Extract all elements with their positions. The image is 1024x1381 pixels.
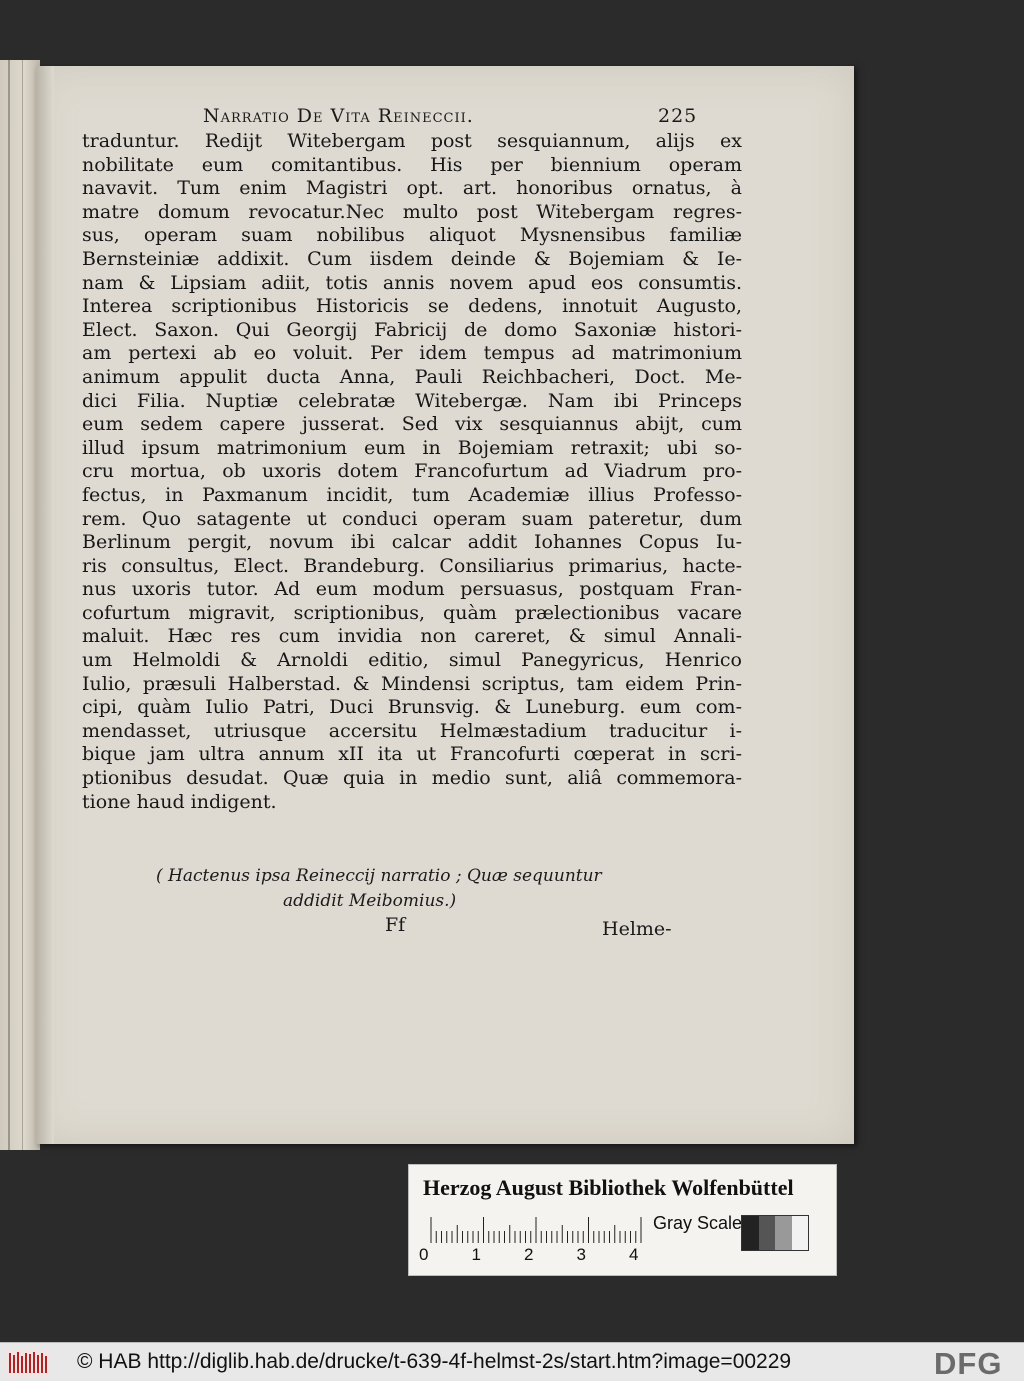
catchword: Helme- [602,918,672,940]
page-number: 225 [658,105,698,127]
library-name: Herzog August Bibliothek Wolfenbüttel [423,1175,794,1200]
text-line: mendasset, utriusque accersitu Helmæstadium traducitur i- [82,719,742,742]
signature-mark: Ff [385,914,406,936]
body-text [82,130,742,814]
text-line: sus, operam suam nobilibus aliquot Mysnensibus familiæ [82,224,742,247]
running-head: Narratio De Vita Reineccii. [203,105,474,127]
text-line: Elect. Saxon. Qui Georgij Fabricij de domo Saxoniæ histori- [82,318,742,341]
text-line: Interea scriptionibus Historicis se dedens, innotuit Augusto, [82,295,742,318]
text-line: bique jam ultra annum xII ita ut Francofurti cœperat in scri- [82,743,742,766]
text-line: cofurtum migravit, scriptionibus, quàm prælectionibus vacare [82,601,742,624]
text-line: Bernsteiniæ addixit. Cum iisdem deinde & Bojemiam & Ie- [82,247,742,270]
text-line: dici Filia. Nuptiæ celebratæ Witebergæ. Nam ibi Princeps [82,389,742,412]
text-line: navavit. Tum enim Magistri opt. art. honoribus ornatus, à [82,177,742,200]
text-line: tione haud indigent. [82,790,277,813]
ruler-scale [425,1215,649,1243]
page-header [203,105,843,131]
ruler-number: 0 [419,1245,429,1264]
text-line: nobilitate eum comitantibus. His per biennium operam [82,153,742,176]
text-line: cipi, quàm Iulio Patri, Duci Brunsvig. & Luneburg. eum com- [82,696,742,719]
dfg-logo: DFG [934,1346,1003,1381]
text-line: nam & Lipsiam adiit, totis annis novem apud eos consumtis. [82,271,742,294]
ruler-number: 2 [524,1245,534,1264]
text-line: illud ipsum matrimonium eum in Bojemiam retraxit; ubi so- [82,436,742,459]
text-line: traduntur. Redijt Witebergam post sesquiannum, alijs ex [82,130,742,152]
text-line: maluit. Hæc res cum invidia non careret, & simul Annali- [82,625,742,648]
book-page [36,66,854,1144]
library-color-card [408,1164,837,1276]
text-line: matre domum revocatur.Nec multo post Witebergam regres- [82,200,742,223]
ruler-number: 4 [629,1245,639,1264]
text-line: Iulio, præsuli Halberstad. & Mindensi scriptus, tam eidem Prin- [82,672,742,695]
footer-bar [0,1342,1024,1381]
text-line: nus uxoris tutor. Ad eum modum persuasus, postquam Fran- [82,578,742,601]
gray-scale-label: Gray Scale [653,1213,743,1233]
ruler-number: 1 [471,1245,481,1264]
note-line: addidit Meibomius.) [283,891,457,911]
text-line: am pertexi ab eo voluit. Per idem tempus ad matrimonium [82,342,742,365]
text-line: eum sedem capere jusserat. Sed vix sesquiannus abijt, cum [82,413,742,436]
text-line: ptionibus desudat. Quæ quia in medio sunt, aliâ commemora- [82,767,742,790]
gray-scale-swatch [741,1215,809,1251]
page-gutter [36,66,54,1144]
source-link[interactable]: © HAB http://diglib.hab.de/drucke/t-639-4f-helmst-2s/start.htm?image=00229 [77,1350,792,1373]
text-line: rem. Quo satagente ut conduci operam suam pateretur, dum [82,507,742,530]
text-line: animum appulit ducta Anna, Pauli Reichbacheri, Doct. Me- [82,365,742,388]
ruler-numbers [419,1245,659,1267]
editorial-note [156,864,656,914]
text-line: Berlinum pergit, novum ibi calcar addit Iohannes Copus Iu- [82,531,742,554]
text-line: cru mortua, ob uxoris dotem Francofurtum ad Viadrum pro- [82,460,742,483]
ruler-number: 3 [576,1245,586,1264]
text-line: ris consultus, Elect. Brandeburg. Consiliarius primarius, hacte- [82,554,742,577]
facing-page-edge [0,60,40,1150]
note-line: ( Hactenus ipsa Reineccij narratio ; Quæ sequuntur [156,866,602,886]
text-line: um Helmoldi & Arnoldi editio, simul Panegyricus, Henrico [82,649,742,672]
text-line: fectus, in Paxmanum incidit, tum Academiæ illius Professo- [82,483,742,506]
hab-logo-icon [6,1349,50,1377]
